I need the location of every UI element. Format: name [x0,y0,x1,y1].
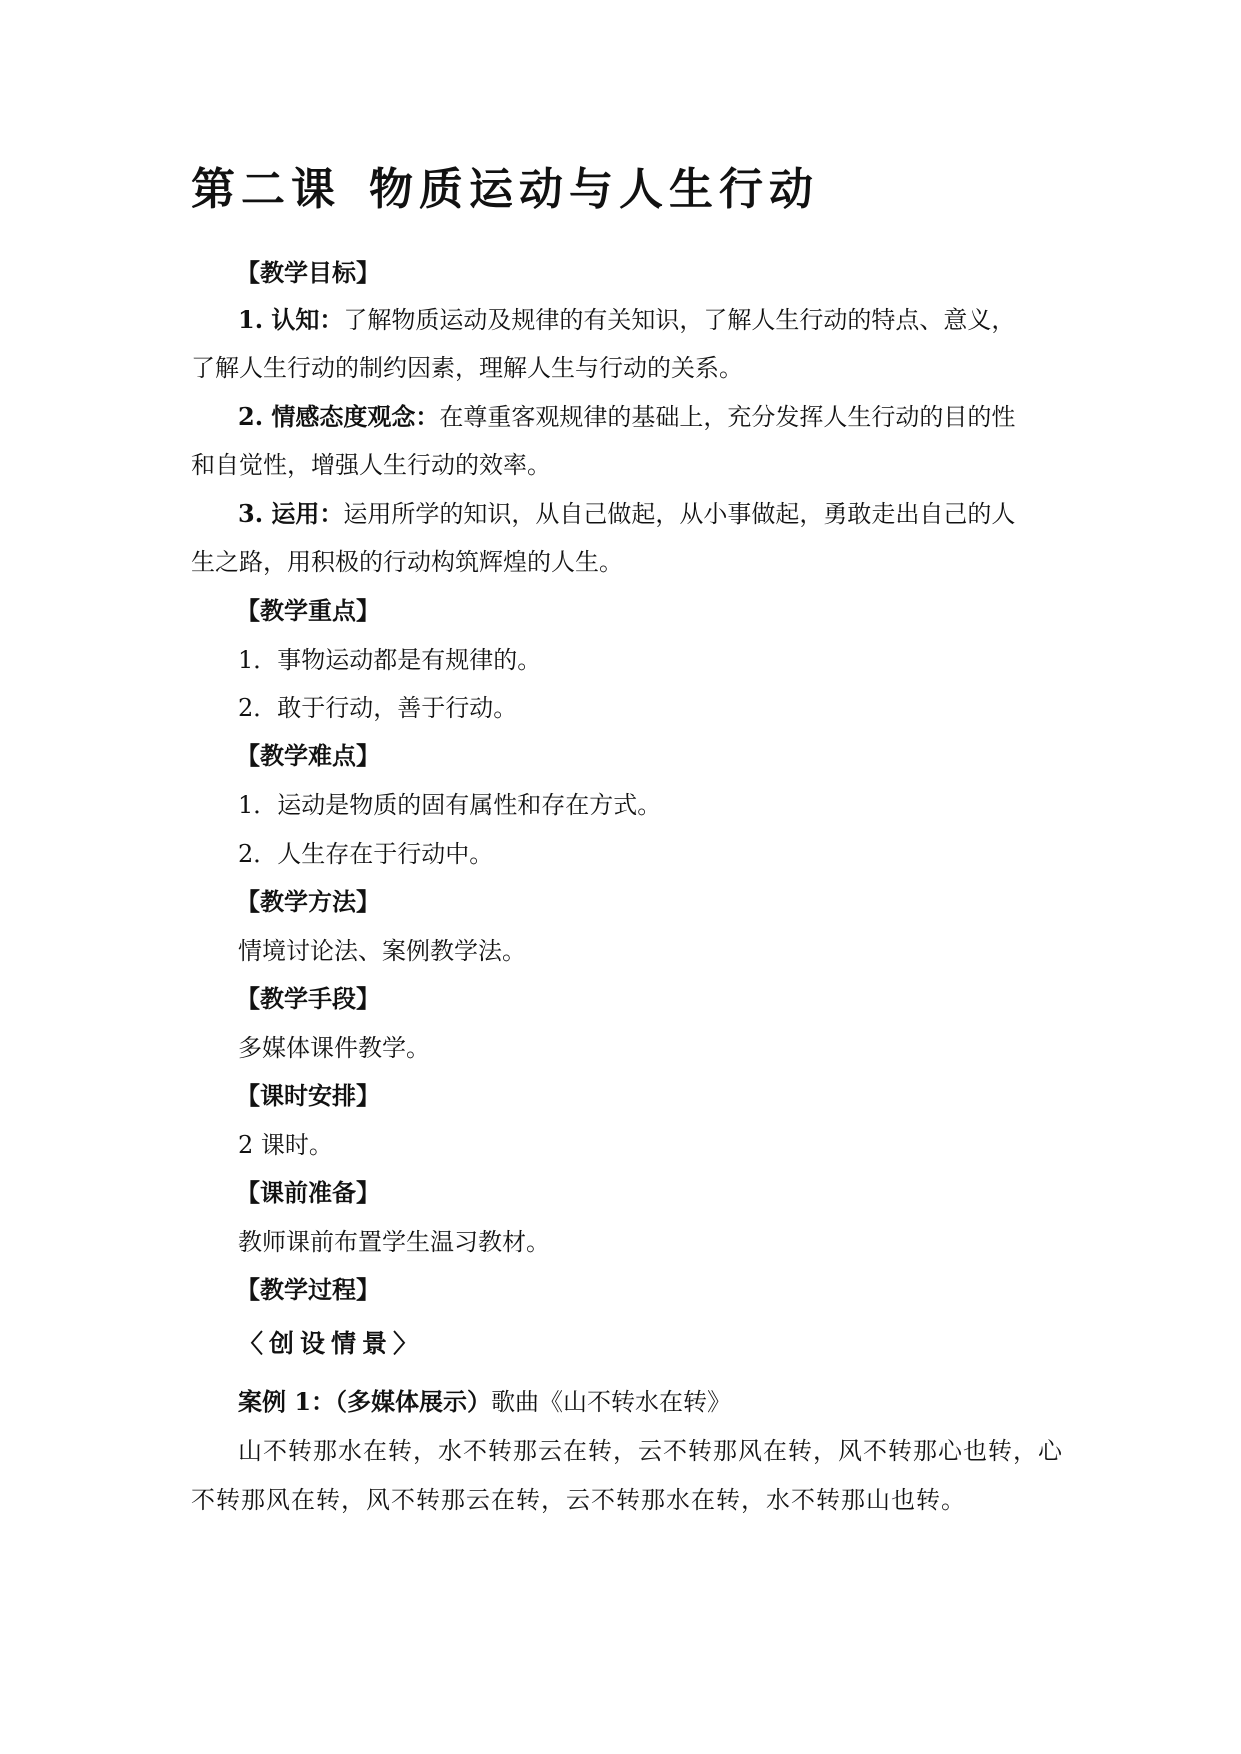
methods-text: 情境讨论法、案例教学法。 [238,937,526,965]
key-point-2: 2．敢于行动，善于行动。 [238,694,518,722]
schedule-heading: 【课时安排】 [236,1081,380,1110]
preparation-text: 教师课前布置学生温习教材。 [238,1228,550,1256]
objective-3-continued: 生之路，用积极的行动构筑辉煌的人生。 [191,548,623,576]
difficulty-1: 1．运动是物质的固有属性和存在方式。 [238,791,662,819]
objective-3 [238,497,1015,531]
key-points-heading: 【教学重点】 [236,596,380,625]
page-title [191,160,819,220]
objective-1-label: 1. 认知： [238,305,344,334]
difficulties-heading: 【教学难点】 [236,741,380,770]
case-1-label: 案例 1：（多媒体展示） [238,1387,492,1416]
preparation-heading: 【课前准备】 [236,1178,380,1207]
schedule-text: 2 课时。 [238,1131,333,1159]
case-1-title: 歌曲《山不转水在转》 [491,1388,732,1416]
objective-2 [238,400,1015,434]
objective-2-text: 在尊重客观规律的基础上，充分发挥人生行动的目的性 [439,403,1016,431]
means-text: 多媒体课件教学。 [238,1034,430,1062]
title-lesson-name: 物质运动与人生行动 [369,164,819,215]
difficulty-2: 2．人生存在于行动中。 [238,840,494,868]
objective-1 [238,303,1015,337]
objective-3-text: 运用所学的知识，从自己做起，从小事做起，勇敢走出自己的人 [343,500,1016,528]
means-heading: 【教学手段】 [236,984,380,1013]
objective-1-text: 了解物质运动及规律的有关知识，了解人生行动的特点、意义， [343,306,1016,334]
process-heading: 【教学过程】 [236,1275,380,1304]
title-lesson-number: 第二课 [191,164,341,215]
case-1 [238,1385,731,1419]
lyrics-line-2: 不转那风在转，风不转那云在转，云不转那水在转，水不转那山也转。 [191,1486,966,1514]
objective-2-label: 2. 情感态度观念： [238,402,440,431]
process-subheading: 〈创设情景〉 [238,1329,425,1358]
objectives-heading: 【教学目标】 [236,258,380,287]
objective-2-continued: 和自觉性，增强人生行动的效率。 [191,451,551,479]
lyrics-line-1: 山不转那水在转，水不转那云在转，云不转那风在转，风不转那心也转，心 [238,1437,1063,1465]
objective-1-continued: 了解人生行动的制约因素，理解人生与行动的关系。 [191,354,743,382]
objective-3-label: 3. 运用： [238,499,344,528]
methods-heading: 【教学方法】 [236,887,380,916]
key-point-1: 1．事物运动都是有规律的。 [238,646,542,674]
